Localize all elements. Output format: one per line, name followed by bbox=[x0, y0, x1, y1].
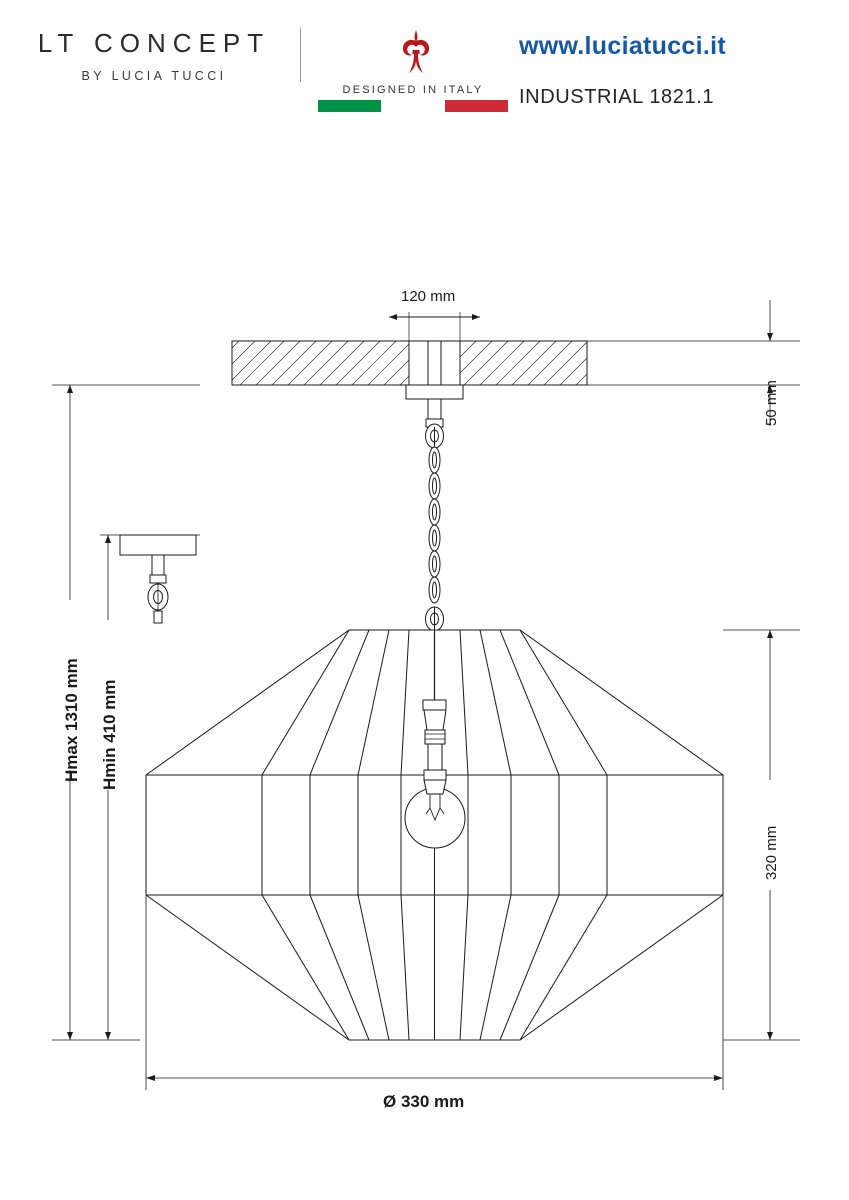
brand-subtitle: BY LUCIA TUCCI bbox=[81, 69, 227, 83]
dim-label-diameter: Ø 330 mm bbox=[383, 1092, 465, 1111]
alternate-mount-detail bbox=[120, 535, 196, 623]
ceiling-plate bbox=[232, 341, 587, 385]
technical-drawing bbox=[0, 130, 849, 1200]
page-header bbox=[0, 0, 849, 130]
designed-in-italy-label: DESIGNED IN ITALY bbox=[342, 84, 484, 96]
header-divider bbox=[300, 28, 301, 82]
brand-name: LT CONCEPT bbox=[37, 28, 271, 58]
dim-label-hmax: Hmax 1310 mm bbox=[62, 658, 81, 782]
fleur-de-lis-icon bbox=[397, 28, 435, 76]
canopy-cup bbox=[406, 385, 463, 427]
dim-label-canopy-height: 50 mm bbox=[763, 380, 780, 426]
product-model-name: INDUSTRIAL 1821.1 bbox=[519, 86, 715, 108]
dim-label-shade-height: 320 mm bbox=[763, 825, 780, 880]
suspension-chain bbox=[426, 424, 444, 631]
website-url[interactable]: www.luciatucci.it bbox=[519, 32, 726, 60]
brand-block bbox=[14, 28, 294, 83]
italian-flag-icon bbox=[318, 100, 508, 112]
dim-shade-height bbox=[723, 630, 800, 1040]
dim-label-canopy-width: 120 mm bbox=[401, 288, 456, 305]
dim-label-hmin: Hmin 410 mm bbox=[100, 679, 119, 790]
